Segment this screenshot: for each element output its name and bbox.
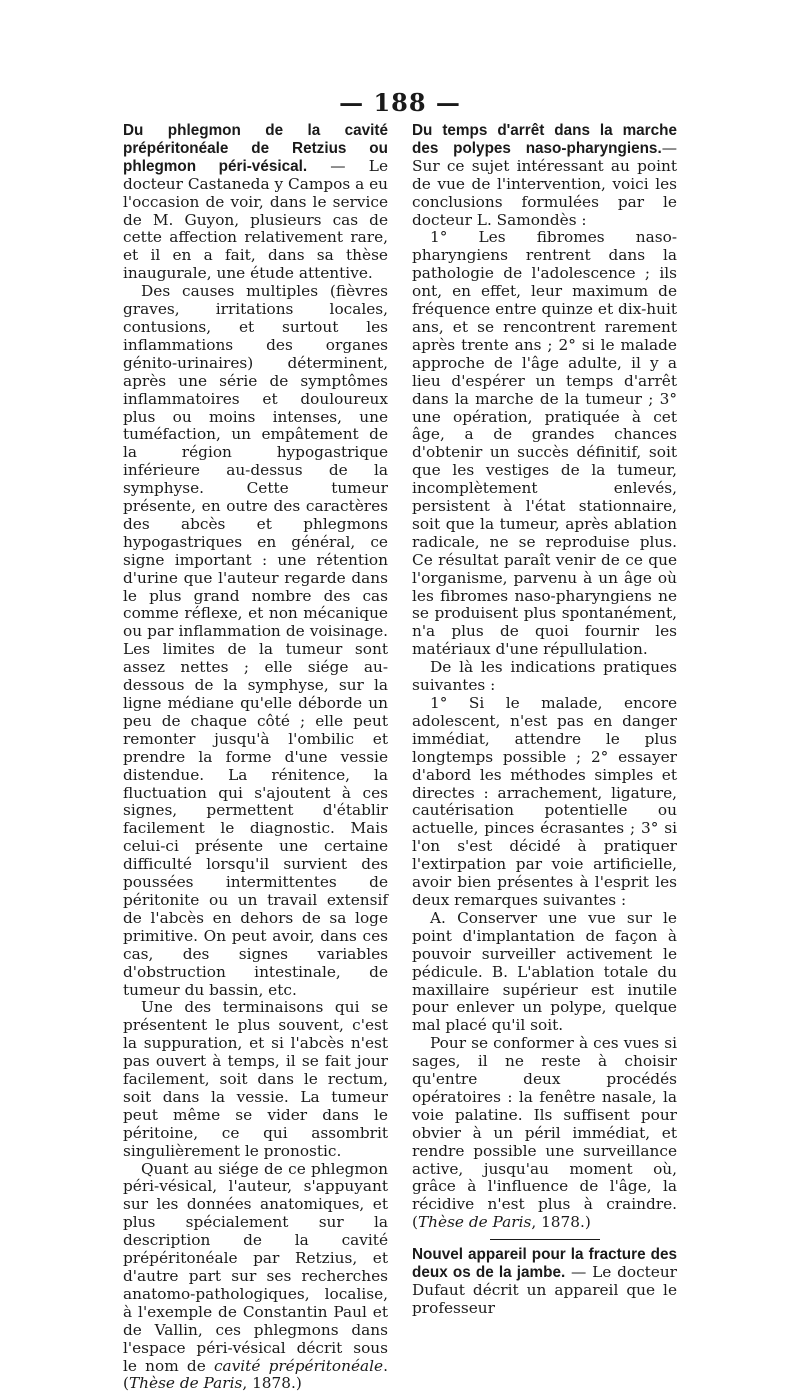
left-column	[123, 122, 388, 1393]
paragraph-text: Pour se conformer à ces vues si sages, il ne reste à choisir qu'entre deux procédés opératoires : la fenêtre nasale, la voie palatine. Ils suffisent pour obvier à un péril immédiat, et rendre possible une surveillance active, jusqu'au moment où, grâce à l'influence de l'âge, la récidive n'est plus à craindre. (	[412, 1034, 677, 1232]
paragraph-text: — Sur ce sujet intéressant au point de vue de l'intervention, voici les conclusions formulées par le docteur L. Samondès :	[412, 138, 677, 229]
citation-source: Thèse de Paris	[128, 1374, 243, 1393]
paragraph-text: . (	[123, 1356, 388, 1393]
article-paragraph	[412, 1246, 677, 1318]
page-number: — 188 —	[339, 88, 461, 117]
article-paragraph: 1° Si le malade, encore adolescent, n'est pas en danger immédiat, attendre le plus longtemps possible ; 2° essayer d'abord les méthodes simples et directes : arrachement, ligature, cautérisation potentielle ou actuelle, pinces écrasantes ; 3° si l'on s'est décidé à pratiquer l'extirpation par voie artificielle, avoir bien présentes à l'esprit les deux remarques suivantes :	[412, 694, 677, 909]
citation-source: Thèse de Paris	[417, 1213, 532, 1232]
paragraph-text: — Le docteur Dufaut décrit un appareil que le professeur	[412, 1263, 677, 1317]
italic-term: cavité prépéritonéale	[213, 1356, 384, 1375]
section-divider	[490, 1239, 600, 1240]
article-paragraph: Une des terminaisons qui se présentent le plus souvent, c'est la suppuration, et si l'abcès n'est pas ouvert à temps, il se fait jour facilement, soit dans le rectum, soit dans la vessie. La tumeur peut même se vider dans le péritoine, ce qui assombrit singulièrement le pronostic.	[123, 998, 388, 1160]
paragraph-text: Quant au siége de ce phlegmon péri-vésical, l'auteur, s'appuyant sur les données anatomiques, et plus spécialement sur la description de la cavité prépéritonéale par Retzius, et d'autre part sur ses recherches anatomo-pathologiques, localise, à l'exemple de Constantin Paul et de Vallin, ces phlegmons dans l'espace péri-vésical décrit sous le nom de	[123, 1159, 388, 1375]
article-heading: Du phlegmon de la cavité prépéritonéale de Retzius ou phlegmon péri-vésical.	[123, 122, 388, 175]
article-paragraph: 1° Les fibromes naso-pharyngiens rentrent dans la pathologie de l'adolescence ; ils ont, en effet, leur maximum de fréquence entre quinze et dix-huit ans, et se rencontrent rarement après trente ans ; 2° si le malade approche de l'âge adulte, il y a lieu d'espérer un temps d'arrêt dans la marche de la tumeur ; 3° une opération, pratiquée à cet âge, a de grandes chances d'obtenir un succès définitif, soit que les vestiges de la tumeur, incomplètement enlevés, persistent à l'état stationnaire, soit que la tumeur, après ablation radicale, ne se reproduise plus. Ce résultat paraît venir de ce que l'organisme, parvenu à un âge où les fibromes naso-pharyngiens ne se produisent plus spontanément, n'a plus de quoi fournir les matériaux d'une répullulation.	[412, 228, 677, 659]
right-column	[412, 122, 677, 1318]
paragraph-text: , 1878.)	[242, 1374, 302, 1393]
article-paragraph: A. Conserver une vue sur le point d'implantation de façon à pouvoir surveiller activement le pédicule. B. L'ablation totale du maxillaire supérieur est inutile pour enlever un polype, quelque mal placé qu'il soit.	[412, 908, 677, 1035]
paragraph-text: , 1878.)	[531, 1213, 591, 1232]
article-heading: Nouvel appareil pour la fracture des deux os de la jambe.	[412, 1246, 677, 1282]
article-paragraph	[412, 122, 677, 229]
paragraph-text: — Le docteur Castaneda y Campos a eu l'occasion de voir, dans le service de M. Guyon, plusieurs cas de cette affection relativement rare, et il en a fait, dans sa thèse inaugurale, une étude attentive.	[123, 156, 389, 283]
article-paragraph	[412, 1035, 677, 1232]
article-paragraph: Des causes multiples (fièvres graves, irritations locales, contusions, et surtout les inflammations des organes génito-urinaires) déterminent, après une série de symptômes inflammatoires et douloureux plus ou moins intenses, une tuméfaction, un empâtement de la région hypogastrique inférieure au-dessus de la symphyse. Cette tumeur présente, en outre des caractères des abcès et phlegmons hypogastriques en général, ce signe important : une rétention d'urine que l'auteur regarde dans le plus grand nombre des cas comme réflexe, et non mécanique ou par inflammation de voisinage. Les limites de la tumeur sont assez nettes ; elle siége au-dessous de la symphyse, sur la ligne médiane qu'elle déborde un peu de chaque côté ; elle peut remonter jusqu'à l'ombilic et prendre la forme d'une vessie distendue. La rénitence, la fluctuation qui s'ajoutent à ces signes, permettent d'établir facilement le diagnostic. Mais celui-ci présente une certaine difficulté lorsqu'il survient des poussées intermittentes de péritonite ou un travail extensif de l'abcès en dehors de sa loge primitive. On peut avoir, dans ces cas, des signes variables d'obstruction intestinale, de tumeur du bassin, etc.	[123, 282, 388, 999]
article-paragraph	[123, 1161, 388, 1393]
article-paragraph: De là les indications pratiques suivantes :	[412, 658, 677, 695]
article-paragraph	[123, 122, 388, 283]
article-heading: Du temps d'arrêt dans la marche des polypes naso-pharyngiens.	[412, 122, 677, 157]
